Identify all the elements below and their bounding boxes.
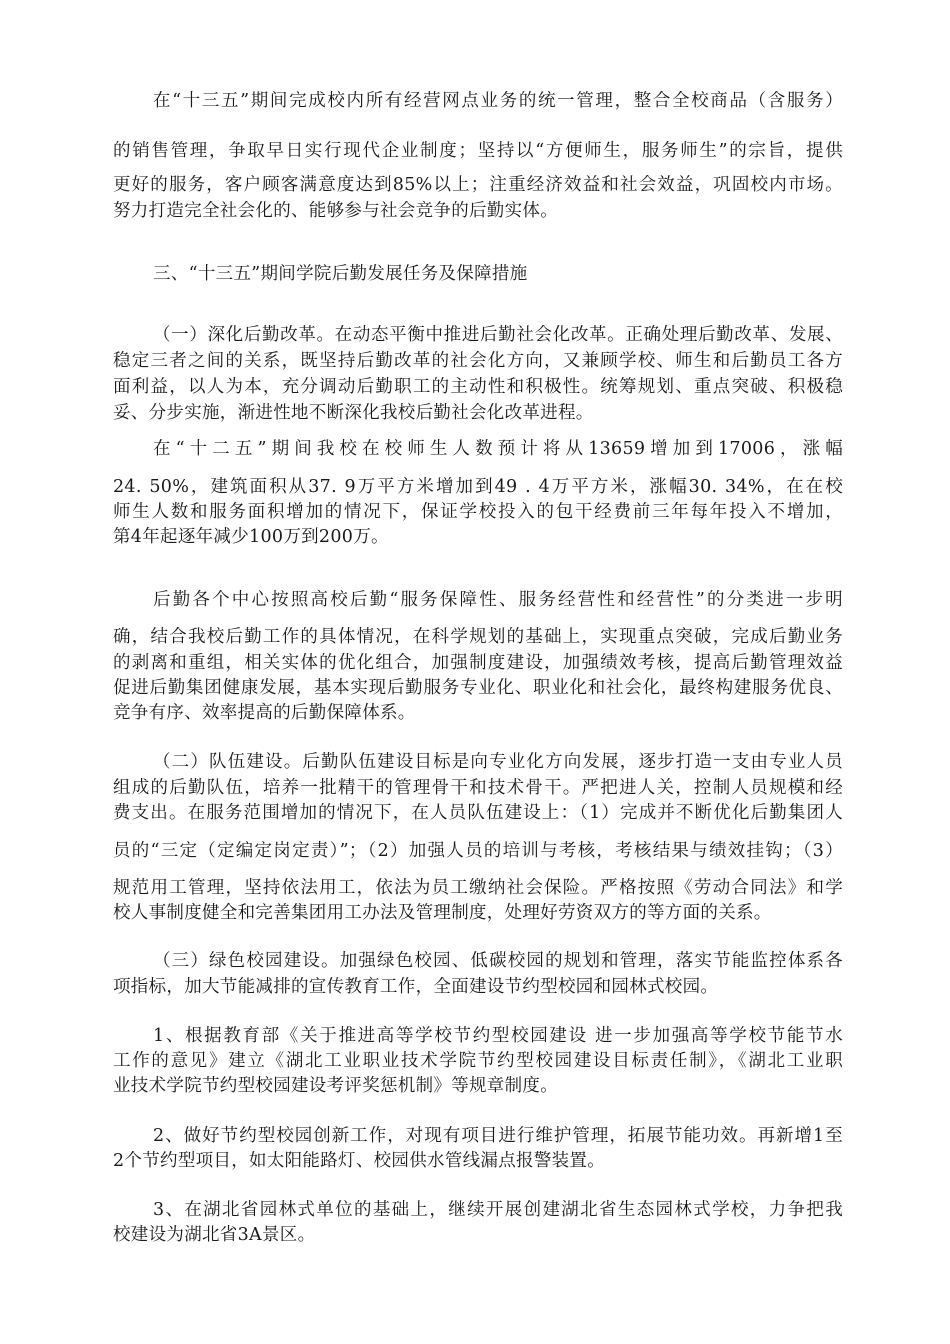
paragraph-line: 工作的意见》建立《湖北工业职业技术学院节约型校园建设目标责任制》，《湖北工业职 bbox=[113, 1051, 843, 1071]
section-heading: 三、“十三五”期间学院后勤发展任务及保障措施 bbox=[153, 264, 528, 284]
paragraph-line: 3、在湖北省园林式单位的基础上，继续开展创建湖北省生态园林式学校，力争把我 bbox=[153, 1200, 843, 1220]
paragraph-line: 1、根据教育部《关于推进高等学校节约型校园建设 进一步加强高等学校节能节水 bbox=[153, 1026, 843, 1046]
paragraph-line: （二）队伍建设。后勤队伍建设目标是向专业化方向发展，逐步打造一支由专业人员 bbox=[153, 752, 843, 772]
paragraph-line: 规范用工管理，坚持依法用工，依法为员工缴纳社会保险。严格按照《劳动合同法》和学 bbox=[113, 878, 843, 898]
paragraph-line: 更好的服务，客户顾客满意度达到85%以上；注重经济效益和社会效益，巩固校内市场。 bbox=[113, 175, 843, 195]
paragraph-line: （一）深化后勤改革。在动态平衡中推进后勤社会化改革。正确处理后勤改革、发展、 bbox=[153, 325, 843, 345]
paragraph-line: 2个节约型项目，如太阳能路灯、校园供水管线漏点报警装置。 bbox=[113, 1151, 606, 1171]
paragraph-line: 在“十二五”期间我校在校师生人数预计将从13659增加到17006，涨幅 bbox=[153, 439, 843, 459]
paragraph-line: 在“十三五”期间完成校内所有经营网点业务的统一管理，整合全校商品（含服务） bbox=[153, 91, 843, 111]
paragraph-line: 师生人数和服务面积增加的情况下，保证学校投入的包干经费前三年每年投入不增加， bbox=[113, 502, 843, 522]
paragraph-line: 2、做好节约型校园创新工作，对现有项目进行维护管理，拓展节能功效。再新增1至 bbox=[153, 1126, 843, 1146]
paragraph-line: 校人事制度健全和完善集团用工办法及管理制度，处理好劳资双方的等方面的关系。 bbox=[113, 903, 772, 923]
paragraph-line: 稳定三者之间的关系，既坚持后勤改革的社会化方向，又兼顾学校、师生和后勤员工各方 bbox=[113, 351, 843, 371]
paragraph-line: 费支出。在服务范围增加的情况下，在人员队伍建设上：（1）完成并不断优化后勤集团人 bbox=[113, 803, 843, 823]
paragraph-line: （三）绿色校园建设。加强绿色校园、低碳校园的规划和管理，落实节能监控体系各 bbox=[153, 951, 843, 971]
paragraph-line: 妥、分步实施，渐进性地不断深化我校后勤社会化改革进程。 bbox=[113, 403, 594, 423]
paragraph-line: 面利益，以人为本，充分调动后勤职工的主动性和积极性。统筹规划、重点突破、积极稳 bbox=[113, 377, 843, 397]
paragraph-line: 后勤各个中心按照高校后勤“服务保障性、服务经营性和经营性”的分类进一步明 bbox=[153, 590, 843, 610]
paragraph-line: 校建设为湖北省3A景区。 bbox=[113, 1225, 316, 1245]
paragraph-line: 业技术学院节约型校园建设考评奖惩机制》等规章制度。 bbox=[113, 1076, 558, 1096]
paragraph-line: 促进后勤集团健康发展，基本实现后勤服务专业化、职业化和社会化，最终构建服务优良、 bbox=[113, 678, 843, 698]
paragraph-line: 的销售管理，争取早日实行现代企业制度；坚持以“方便师生，服务师生”的宗旨，提供 bbox=[113, 141, 843, 161]
paragraph-line: 员的“三定（定编定岗定责）”；（2）加强人员的培训与考核，考核结果与绩效挂钩；（3） bbox=[113, 841, 843, 861]
paragraph-line: 第4年起逐年减少100万到200万。 bbox=[113, 527, 389, 547]
paragraph-line: 24. 50%，建筑面积从37. 9万平方米增加到49 . 4万平方米，涨幅30. 34%，在在校 bbox=[113, 477, 843, 497]
paragraph-line: 确，结合我校后勤工作的具体情况，在科学规划的基础上，实现重点突破，完成后勤业务 bbox=[113, 627, 843, 647]
paragraph-line: 的剥离和重组，相关实体的优化组合，加强制度建设，加强绩效考核，提高后勤管理效益 bbox=[113, 653, 843, 673]
paragraph-line: 努力打造完全社会化的、能够参与社会竞争的后勤实体。 bbox=[113, 201, 558, 221]
paragraph-line: 竞争有序、效率提高的后勤保障体系。 bbox=[113, 703, 416, 723]
paragraph-line: 组成的后勤队伍，培养一批精干的管理骨干和技术骨干。严把进人关，控制人员规模和经 bbox=[113, 778, 843, 798]
paragraph-line: 项指标，加大节能减排的宣传教育工作，全面建设节约型校园和园林式校园。 bbox=[113, 977, 719, 997]
